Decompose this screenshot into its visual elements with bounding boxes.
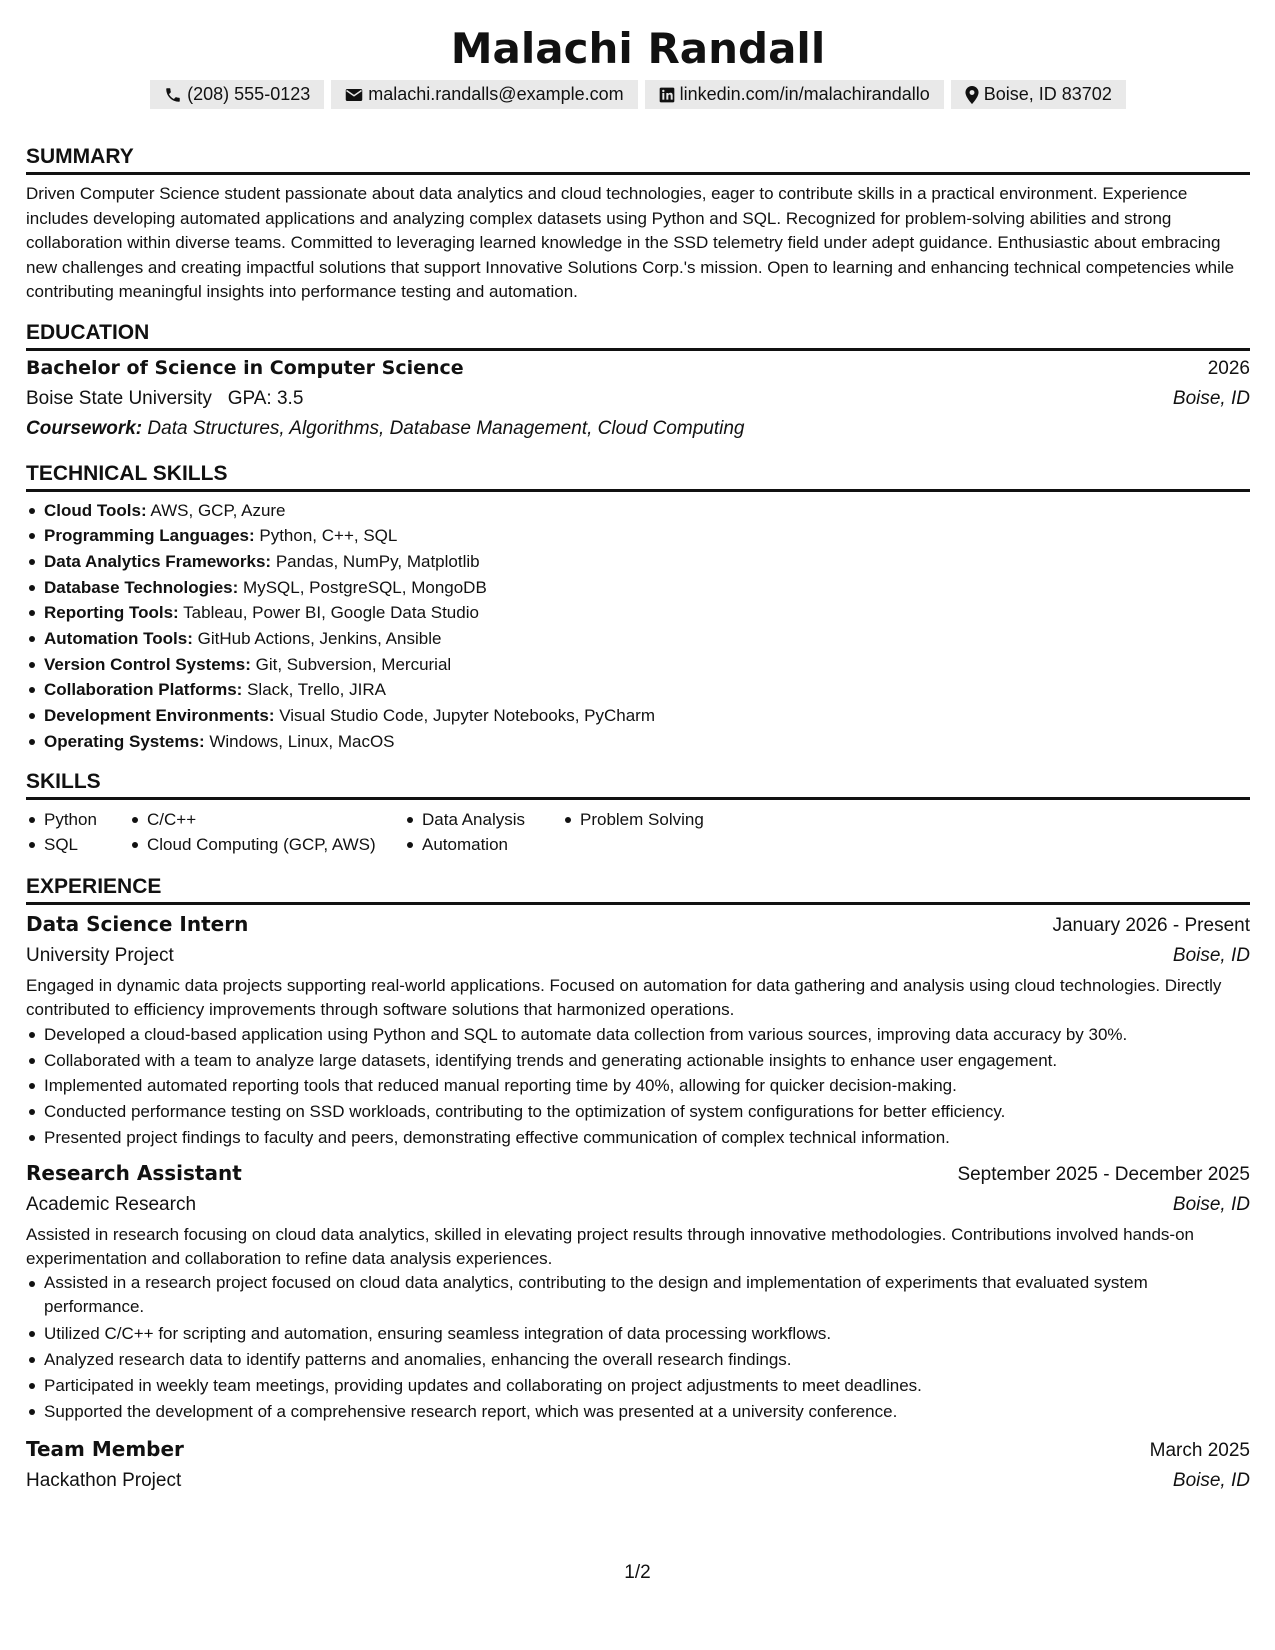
list-item: Developed a cloud-based application using Python and SQL to automate data collection from various sources, improving data accuracy by 30%. xyxy=(44,1022,1250,1048)
experience-heading: EXPERIENCE xyxy=(26,874,1250,905)
job-description: Assisted in research focusing on cloud data analytics, skilled in elevating project results through innovative methodologies. Contributions involved hands-on experimentation and collaboration to refine data analysis experiences. xyxy=(26,1225,1195,1269)
skill-item: C/C++ xyxy=(147,807,404,833)
list-item: Collaboration Platforms: Slack, Trello, JIRA xyxy=(44,677,1250,703)
coursework-label: Coursework: xyxy=(26,417,143,439)
contact-phone[interactable] xyxy=(150,80,324,109)
job-org: University Project xyxy=(26,944,174,966)
list-item: Utilized C/C++ for scripting and automation, ensuring seamless integration of data processing workflows. xyxy=(44,1321,1250,1347)
list-item: Supported the development of a comprehensive research report, which was presented at a university conference. xyxy=(44,1399,1250,1425)
list-item: Development Environments: Visual Studio Code, Jupyter Notebooks, PyCharm xyxy=(44,703,1250,729)
summary-heading: SUMMARY xyxy=(26,144,1250,175)
graduation-year: 2026 xyxy=(1207,357,1250,379)
job-location: Boise, ID xyxy=(1172,1470,1250,1492)
resume-page xyxy=(26,0,1250,1496)
list-item: Assisted in a research project focused on cloud data analytics, contributing to the design and implementation of experiments that evaluated system performance. xyxy=(44,1271,1250,1319)
phone-icon xyxy=(164,86,182,104)
school-name: Boise State University xyxy=(26,387,212,409)
list-item: Database Technologies: MySQL, PostgreSQL, MongoDB xyxy=(44,575,1250,601)
summary-section xyxy=(26,144,1250,305)
school-location: Boise, ID xyxy=(1172,387,1250,409)
contact-phone-text: (208) 555-0123 xyxy=(187,84,311,104)
job-org: Hackathon Project xyxy=(26,1470,182,1492)
page-number: 1/2 xyxy=(624,1562,651,1583)
job-entry xyxy=(26,909,1250,1151)
job-title: Data Science Intern xyxy=(26,911,249,936)
list-item: Presented project findings to faculty and peers, demonstrating effective communication of complex technical information. xyxy=(44,1125,1250,1151)
contact-linkedin[interactable] xyxy=(645,80,944,109)
envelope-icon xyxy=(345,87,363,103)
list-item: Cloud Tools: AWS, GCP, Azure xyxy=(44,498,1250,524)
gpa: GPA: 3.5 xyxy=(227,387,304,409)
list-item: Automation Tools: GitHub Actions, Jenkins, Ansible xyxy=(44,626,1250,652)
list-item: Reporting Tools: Tableau, Power BI, Google Data Studio xyxy=(44,600,1250,626)
list-item: Programming Languages: Python, C++, SQL xyxy=(44,523,1250,549)
list-item: Operating Systems: Windows, Linux, MacOS xyxy=(44,729,1250,755)
list-item: Conducted performance testing on SSD workloads, contributing to the optimization of system configurations for better efficiency. xyxy=(44,1099,1250,1125)
degree-title: Bachelor of Science in Computer Science xyxy=(26,356,464,379)
skill-item: SQL xyxy=(44,832,129,858)
contact-location[interactable] xyxy=(951,80,1126,109)
job-date: September 2025 - December 2025 xyxy=(957,1164,1250,1186)
skill-item: Cloud Computing (GCP, AWS) xyxy=(147,832,404,858)
job-title: Team Member xyxy=(26,1437,184,1462)
contact-location-text: Boise, ID 83702 xyxy=(983,84,1112,104)
contact-linkedin-text: linkedin.com/in/malachirandallo xyxy=(679,84,930,104)
skill-item: Problem Solving xyxy=(580,807,762,833)
skills-grid xyxy=(26,807,1250,858)
map-pin-icon xyxy=(965,86,979,104)
education-heading: EDUCATION xyxy=(26,320,1250,351)
job-location: Boise, ID xyxy=(1172,1194,1250,1216)
technical-skills-list xyxy=(26,498,1250,755)
job-date: January 2026 - Present xyxy=(1052,914,1250,936)
candidate-name: Malachi Randall xyxy=(450,24,826,73)
education-section xyxy=(26,320,1250,444)
job-title: Research Assistant xyxy=(26,1161,242,1186)
list-item: Version Control Systems: Git, Subversion, Mercurial xyxy=(44,652,1250,678)
linkedin-icon xyxy=(659,87,675,103)
contact-bar xyxy=(26,80,1250,109)
list-item: Data Analytics Frameworks: Pandas, NumPy, Matplotlib xyxy=(44,549,1250,575)
job-bullets xyxy=(26,1271,1250,1424)
list-item: Participated in weekly team meetings, providing updates and collaborating on project adjustments to meet deadlines. xyxy=(44,1373,1250,1399)
contact-email[interactable] xyxy=(331,80,637,109)
summary-text: Driven Computer Science student passionate about data analytics and cloud technologies, eager to contribute skills in a practical environment. Experience includes developing automated applications and analyzing complex datasets using Python and SQL. Recognized for problem-solving abilities and strong collaboration within diverse teams. Committed to leveraging learned knowledge in the SSD telemetry field under adept guidance. Enthusiastic about embracing new challenges and creating impactful solutions that support Innovative Solutions Corp.'s mission. Open to learning and enhancing technical competencies while contributing meaningful insights into performance testing and automation. xyxy=(26,184,1235,301)
experience-section xyxy=(26,874,1250,1496)
skills-heading: SKILLS xyxy=(26,769,1250,800)
contact-email-text: malachi.randalls@example.com xyxy=(368,84,624,104)
skill-item: Data Analysis xyxy=(422,807,562,833)
job-location: Boise, ID xyxy=(1172,944,1250,966)
technical-skills-section xyxy=(26,461,1250,755)
list-item: Implemented automated reporting tools that reduced manual reporting time by 40%, allowing for quicker decision-making. xyxy=(44,1073,1250,1099)
job-date: March 2025 xyxy=(1149,1440,1250,1462)
coursework-line xyxy=(26,414,1250,444)
job-org: Academic Research xyxy=(26,1194,197,1216)
list-item: Analyzed research data to identify patterns and anomalies, enhancing the overall research findings. xyxy=(44,1347,1250,1373)
skill-item: Automation xyxy=(422,832,562,858)
technical-skills-heading: TECHNICAL SKILLS xyxy=(26,461,1250,492)
school-line xyxy=(26,384,303,414)
job-description: Engaged in dynamic data projects supporting real-world applications. Focused on automation for data gathering and analysis using cloud technologies. Directly contributed to efficiency improvements through software solutions that harmonized operations. xyxy=(26,975,1222,1019)
job-entry xyxy=(26,1158,1250,1424)
job-entry xyxy=(26,1434,1250,1496)
list-item: Collaborated with a team to analyze large datasets, identifying trends and generating actionable insights to enhance user engagement. xyxy=(44,1048,1250,1074)
coursework-list: Data Structures, Algorithms, Database Management, Cloud Computing xyxy=(147,417,745,439)
skill-item: Python xyxy=(44,807,129,833)
job-bullets xyxy=(26,1022,1250,1151)
skills-section xyxy=(26,769,1250,858)
